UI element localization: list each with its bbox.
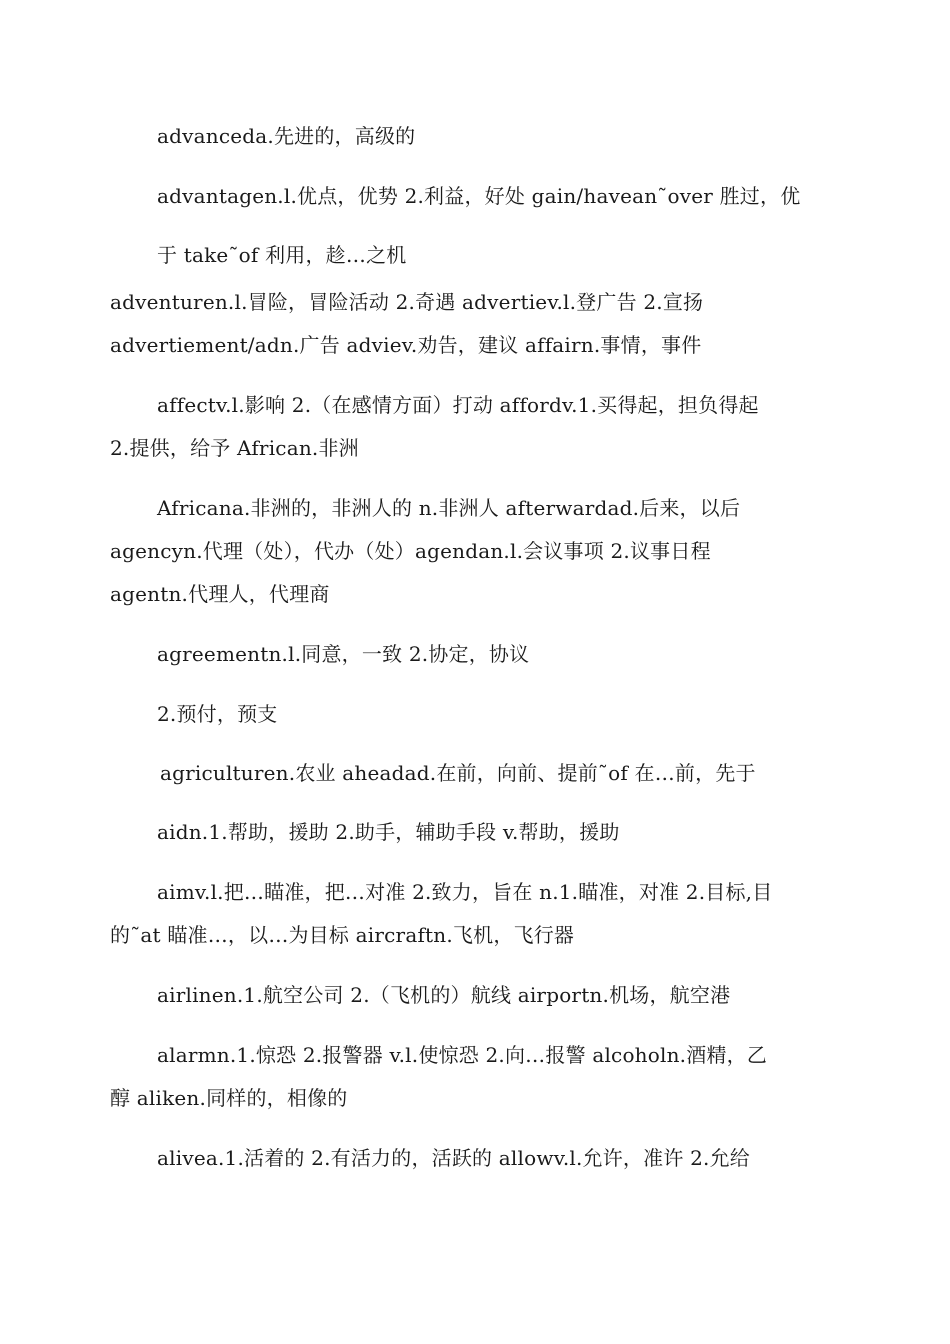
entry-affect-cont: 2.提供，给予 African.非洲 (110, 436, 359, 460)
entry-affect: affectv.l.影响 2.（在感情方面）打动 affordv.1.买得起，担负得起 (157, 393, 759, 417)
entry-advanced: advanceda.先进的，高级的 (157, 124, 416, 148)
entry-advantage: advantagen.l.优点，优势 2.利益，好处 gain/havean˜over 胜过，优 (157, 184, 801, 208)
entry-advantage-cont: 于 take˜of 利用，趁…之机 (157, 243, 407, 267)
entry-adventure: adventuren.l.冒险，冒险活动 2.奇遇 advertiev.l.登广告 2.宣扬 (110, 290, 704, 314)
entry-advertisement: advertiement/adn.广告 adviev.劝告，建议 affairn.事情，事件 (110, 333, 702, 357)
entry-agent: agentn.代理人，代理商 (110, 582, 330, 606)
entry-aim: aimv.l.把…瞄准，把…对准 2.致力，旨在 n.1.瞄准，对准 2.目标,目 (157, 880, 773, 904)
entry-agriculture: agriculturen.农业 aheadad.在前，向前、提前˜of 在…前，先于 (160, 761, 756, 785)
entry-airline: airlinen.1.航空公司 2.（飞机的）航线 airportn.机场，航空港 (157, 983, 731, 1007)
entry-alive: alivea.1.活着的 2.有活力的，活跃的 allowv.l.允许，准许 2.允给 (157, 1146, 750, 1170)
entry-agency: agencyn.代理（处），代办（处）agendan.l.会议事项 2.议事日程 (110, 539, 711, 563)
entry-advance-pay: 2.预付，预支 (157, 702, 278, 726)
entry-agreement: agreementn.l.同意，一致 2.协定，协议 (157, 642, 530, 666)
entry-african: Africana.非洲的，非洲人的 n.非洲人 afterwardad.后来，以后 (157, 496, 741, 520)
entry-alarm: alarmn.1.惊恐 2.报警器 v.l.使惊恐 2.向…报警 alcoholn.酒精，乙 (157, 1043, 768, 1067)
entry-aim-cont: 的˜at 瞄准…，以…为目标 aircraftn.飞机，飞行器 (110, 923, 575, 947)
entry-alike: 醇 aliken.同样的，相像的 (110, 1086, 348, 1110)
entry-aid: aidn.1.帮助，援助 2.助手，辅助手段 v.帮助，援助 (157, 820, 620, 844)
